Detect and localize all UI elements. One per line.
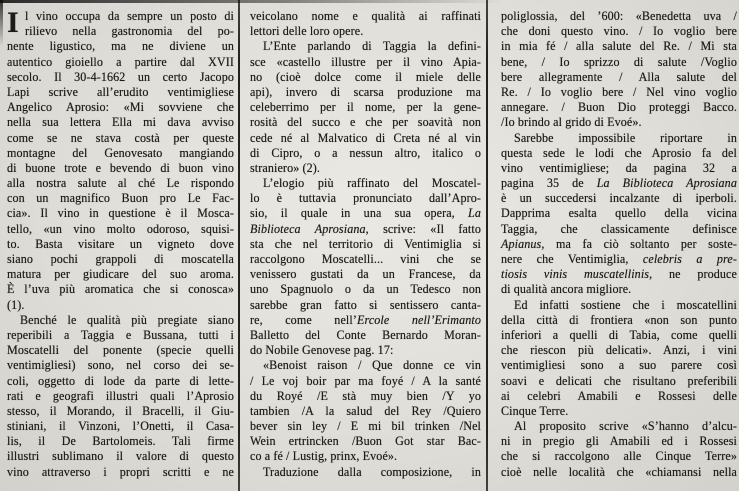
text-line: raccolgono Moscatelli... vini che se [250,252,481,266]
text-line: matura per giudicare del suo aroma. [7,267,234,282]
text-line: poliglossia, del ’600: «Benedetta uva / [501,9,737,23]
text-line: celeberrimo per il nome, per la gene- [250,100,481,115]
text-line: bever sin ley / E mi bil trinken /Nel [250,419,481,434]
text-line: sio, il quale in una sua opera, La [250,206,481,221]
text-line: Traduzione dalla composizione, in [263,464,481,479]
text-line: ventimigliesi sono a suo parere così [501,358,737,373]
text-line: che doni questo vino. / Io voglio bere [501,24,737,39]
text-line: tambien /A la salud del Rey /Quiero [250,403,481,418]
column-rule-2 [486,0,488,491]
text-line: sta che nel territorio di Ventimiglia si [250,236,481,251]
text-line: nere che Ventimiglia, celebris a pre- [501,252,737,266]
text-line: lettori delle loro opere. [250,24,364,39]
text-line: co a fé / Lustig, prinx, Evoé». [250,449,398,464]
text-line: della città di frontiera «non son punto [501,312,737,327]
text-line: stesso, il Morando, il Bracelli, il Giu- [7,403,234,418]
text-line: tello, «un vino molto odoroso, squisi- [7,221,234,236]
text-line: di Cipro, o a nessun altro, italico o [250,145,481,160]
text-line: vino ventimigliese; da pagina 32 a [501,160,737,175]
text-line: inferiori a quelli di Tabia, come quelli [501,327,737,342]
text-line: lo è tuttavia pronunciato dall’Apro- [250,191,481,206]
text-line: tiosis vinis muscatellinis, ne produce [501,267,737,282]
text-line: nella sua lettera Ella mi dava avviso [7,115,234,130]
text-line: re, come nell’Ercole nell’Erimanto [250,312,481,327]
text-line: rati e geografi illustri quali l’Aprosio [7,388,234,403]
text-line: rilievo nella gastronomia del po- [25,24,234,39]
text-line: bene, / Io sprizzo di salute /Voglio [501,54,737,69]
text-line: api), invero di scarsa produzione ma [250,84,481,99]
text-line: siano pochi grappoli di moscatella [7,252,234,266]
text-line: questa sede le lodi che Aprosio fa del [501,145,737,160]
text-line: L’elogio più raffinato del Moscatel- [263,176,481,191]
text-line: to. Basta visitare un vigneto dove [7,236,234,251]
text-line: L’Ente parlando di Taggia la defini- [263,39,481,54]
text-line: Cinque Terre. [501,403,569,418]
text-line: / Le voj boir par ma foyé / A la santé [250,373,481,388]
text-line: l vino occupa da sempre un posto di [25,9,234,23]
text-line: pagina 35 de La Biblioteca Aprosiana [501,176,737,191]
text-line: uno Spagnuolo o da un Tedesco non [250,282,481,297]
text-line: È l’uva più aromatica che si conosca» [7,282,234,297]
text-line: Moscatelli del ponente (specie quelli [7,343,234,358]
column-rule-1 [238,0,240,491]
text-line: soavi e delicati che risultano preferibili [501,373,737,388]
text-line: sarebbe gran fatto si sentissero canta- [250,297,481,312]
text-line: di buone trote e bevendo di buon vino [7,160,234,175]
paragraph [501,419,737,480]
text-line: stiniani, il Vinzoni, l’Onetti, il Casa- [7,419,234,434]
text-line: che riescon più delicati». Anzi, i vini [501,343,737,358]
text-line: Taggia, che classicamente definisce [501,221,737,236]
paragraph [250,9,481,39]
text-line: di qualità ancora migliore. [501,282,632,297]
text-line: lis, il De Bartolomeis. Tali firme [7,434,234,449]
paragraph [250,358,481,464]
text-line: (1). [7,297,25,312]
text-line: vino attraverso i propri scritti e ne [7,464,234,479]
text-line: no (cioè dolce come il miele delle [250,69,481,84]
text-line: veicolano nome e qualità ai raffinati [250,9,481,23]
paragraph [501,131,737,298]
text-line: bere allegramente / Alla salute del [501,69,737,84]
text-line: è un succedersi incalzante di iperboli. [501,191,737,206]
paragraph [250,39,481,176]
text-line: come se ne stava costà per queste [7,130,234,145]
text-line: Sarebbe impossibile riportare in [514,130,737,145]
drop-cap: I [7,6,19,39]
text-line: in mia fé / alla salute del Re. / Mi sta [501,39,737,54]
text-line: illustri sublimano il valore di questo [7,449,234,464]
paragraph [7,6,234,313]
scan-artifact-top [0,0,520,3]
text-line: du Royé /E stà muy bien /Y yo [250,388,481,403]
text-line: rosità del succo e che per soavità non [250,115,481,130]
text-line: che si raccolgono alle Cinque Terre» [501,449,737,464]
text-line: reperibili a Taggia e Bussana, tutti i [7,327,234,342]
text-line: secolo. Il 30-4-1662 un certo Jacopo [7,69,234,84]
text-line: /Io brindo al grido di Evoé». [501,115,642,130]
text-column-middle [250,9,481,480]
text-line: do Nobile Genovese pag. 17: [250,343,394,358]
text-line: «Benoist raison / Que donne ce vin [263,358,481,373]
paragraph [250,465,481,480]
text-line: Dapprima esalta quello della vicina [501,206,737,221]
paragraph [501,298,737,420]
text-line: nente ligustico, ma ne diviene un [7,39,234,54]
text-line: Biblioteca Aprosiana, scrive: «Il fatto [250,221,481,236]
text-line: Lapi scrive all’erudito ventimigliese [7,84,234,99]
scan-artifact-left [0,0,3,46]
text-line: cia». Il vino in questione è il Mosca- [7,206,234,221]
text-line: Balletto del Conte Bernardo Moran- [250,327,481,342]
text-line: coli, oggetto di lode da parte di lette- [7,373,234,388]
text-line: Al proposito scrive «S’hanno d’alcu- [514,419,737,434]
text-line: con un magnifico Buon pro Le Fac- [7,191,234,206]
text-line: alla nostra salute al ché Le rispondo [7,176,234,191]
text-line: cede né al Malvatico di Creta né al vin [250,130,481,145]
text-column-left [7,6,234,480]
text-line: venissero gustati da un Francese, da [250,267,481,282]
text-line: annegare. / Buon Dio proteggi Bacco. [501,100,737,115]
paragraph [7,313,234,480]
text-line: cioè nelle località che «chiamansi nella [501,464,737,479]
text-line: sce «castello illustre per il vino Apia- [250,54,481,69]
text-line: ventimigliesi) sono, nel corso dei se- [7,358,234,373]
text-line: ni in pregio gli Amabili ed i Rossesi [501,434,737,449]
text-line: montagne del Genovesato mangiando [7,145,234,160]
text-line: ai celebri Amabili e Rossesi delle [501,388,737,403]
text-line: straniero» (2). [250,160,321,175]
text-line: autentico gioiello a partire dal XVII [7,54,234,69]
text-line: Benché le qualità più pregiate siano [20,312,234,327]
paragraph [501,9,737,131]
text-line: Ed infatti sostiene che i moscatellini [514,297,737,312]
text-column-right [501,9,737,480]
paragraph [250,176,481,358]
text-line: Angelico Aprosio: «Mi sovviene che [7,100,234,115]
text-line: Apianus, ma fa ciò soltanto per soste- [501,236,737,251]
text-line: Re. / Io voglio bere / Nel vino voglio [501,84,737,99]
text-line: Wein ertrincken /Buon Got star Bac- [250,434,481,449]
